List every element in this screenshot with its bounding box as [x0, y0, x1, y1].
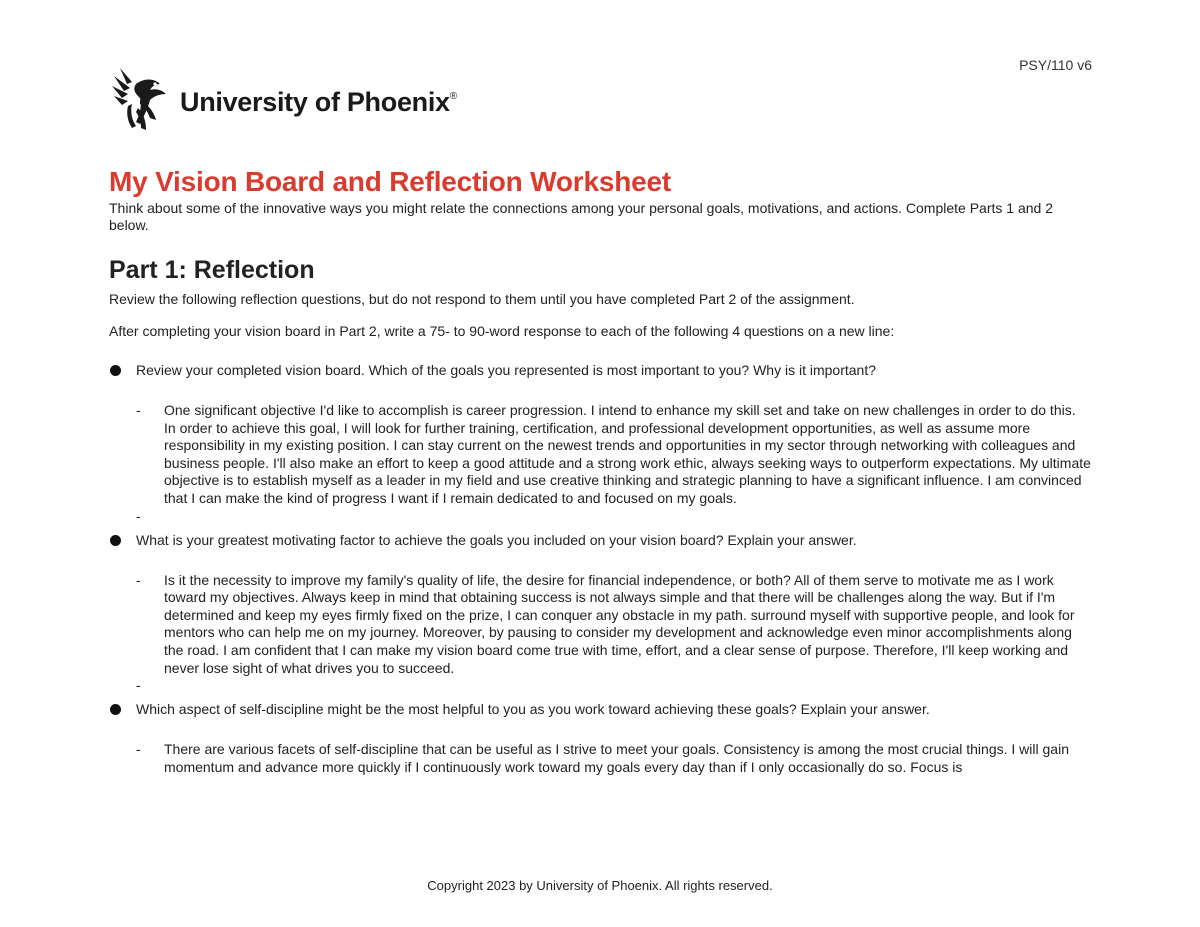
question-item-2 [109, 532, 1091, 696]
question-text: Review your completed vision board. Which of the goals you represented is most important to you? Why is it important? [109, 362, 1091, 379]
part1-instruction-review: Review the following reflection questions, but do not respond to them until you have completed Part 2 of the assignment. [109, 291, 855, 307]
bullet-icon [110, 704, 121, 715]
university-logo [110, 64, 457, 136]
bullet-icon [110, 365, 121, 376]
worksheet-title: My Vision Board and Reflection Worksheet [109, 166, 671, 197]
question-item-3 [109, 701, 1091, 776]
answer-text: - There are various facets of self-discipline that can be useful as I strive to meet your goals. Consistency is among the most crucial things. I will gain momentum and advance more quickly if I continuously work toward my goals every day than if I only occasionally do so. Focus is [136, 741, 1069, 775]
question-text: What is your greatest motivating factor to achieve the goals you included on your vision board? Explain your answer. [109, 532, 1091, 549]
phoenix-icon [110, 64, 174, 136]
bullet-icon [110, 535, 121, 546]
question-list [109, 362, 1091, 776]
answer-text: - One significant objective I'd like to accomplish is career progression. I intend to enhance my skill set and take on new challenges in order to do this. In order to achieve this goal, I will look for further training, certification, and professional development opportunities, as well as assume more responsibility in my existing position. I can stay current on the newest trends and opportunities in my sector through networking with colleagues and business people. I'll also make an effort to keep a good attitude and a strong work ethic, always seeking ways to outperform expectations. My ultimate objective is to establish myself as a leader in my field and use creative thinking and strategic planning to have a significant influence. I am convinced that I can make the kind of progress I want if I remain dedicated to and focused on my goals. [136, 402, 1091, 506]
part1-instruction-respond: After completing your vision board in Part 2, write a 75- to 90-word response to each of the following 4 questions on a new line: [109, 323, 895, 339]
intro-text: Think about some of the innovative ways you might relate the connections among your personal goals, motivations, and actions. Complete Parts 1 and 2 below. [109, 200, 1053, 233]
worksheet-content [109, 166, 1091, 776]
empty-dash-line: - [136, 677, 141, 694]
question-text: Which aspect of self-discipline might be the most helpful to you as you work toward achieving these goals? Explain your answer. [109, 701, 1091, 718]
answer-text: - Is it the necessity to improve my family's quality of life, the desire for financial independence, or both? All of them serve to motivate me as I work toward my objectives. Always keep in mind that obtaining success is not always simple and that there will be challenges along the way. But if I'm determined and keep my eyes firmly fixed on the prize, I can conquer any obstacle in my path. surround myself with supportive people, and look for mentors who can help me on my journey. Moreover, by pausing to consider my development and acknowledge even minor accomplishments along the road. I am confident that I can make my vision board come true with time, effort, and a clear sense of purpose. Therefore, I'll keep working and never lose sight of what drives you to succeed. [136, 571, 1075, 676]
question-item-1 [109, 362, 1091, 526]
course-code: PSY/110 v6 [1019, 57, 1092, 73]
empty-dash-line: - [136, 507, 141, 524]
part1-heading: Part 1: Reflection [109, 256, 315, 284]
logo-text: University of Phoenix® [180, 86, 457, 117]
copyright-footer: Copyright 2023 by University of Phoenix. All rights reserved. [427, 878, 773, 893]
